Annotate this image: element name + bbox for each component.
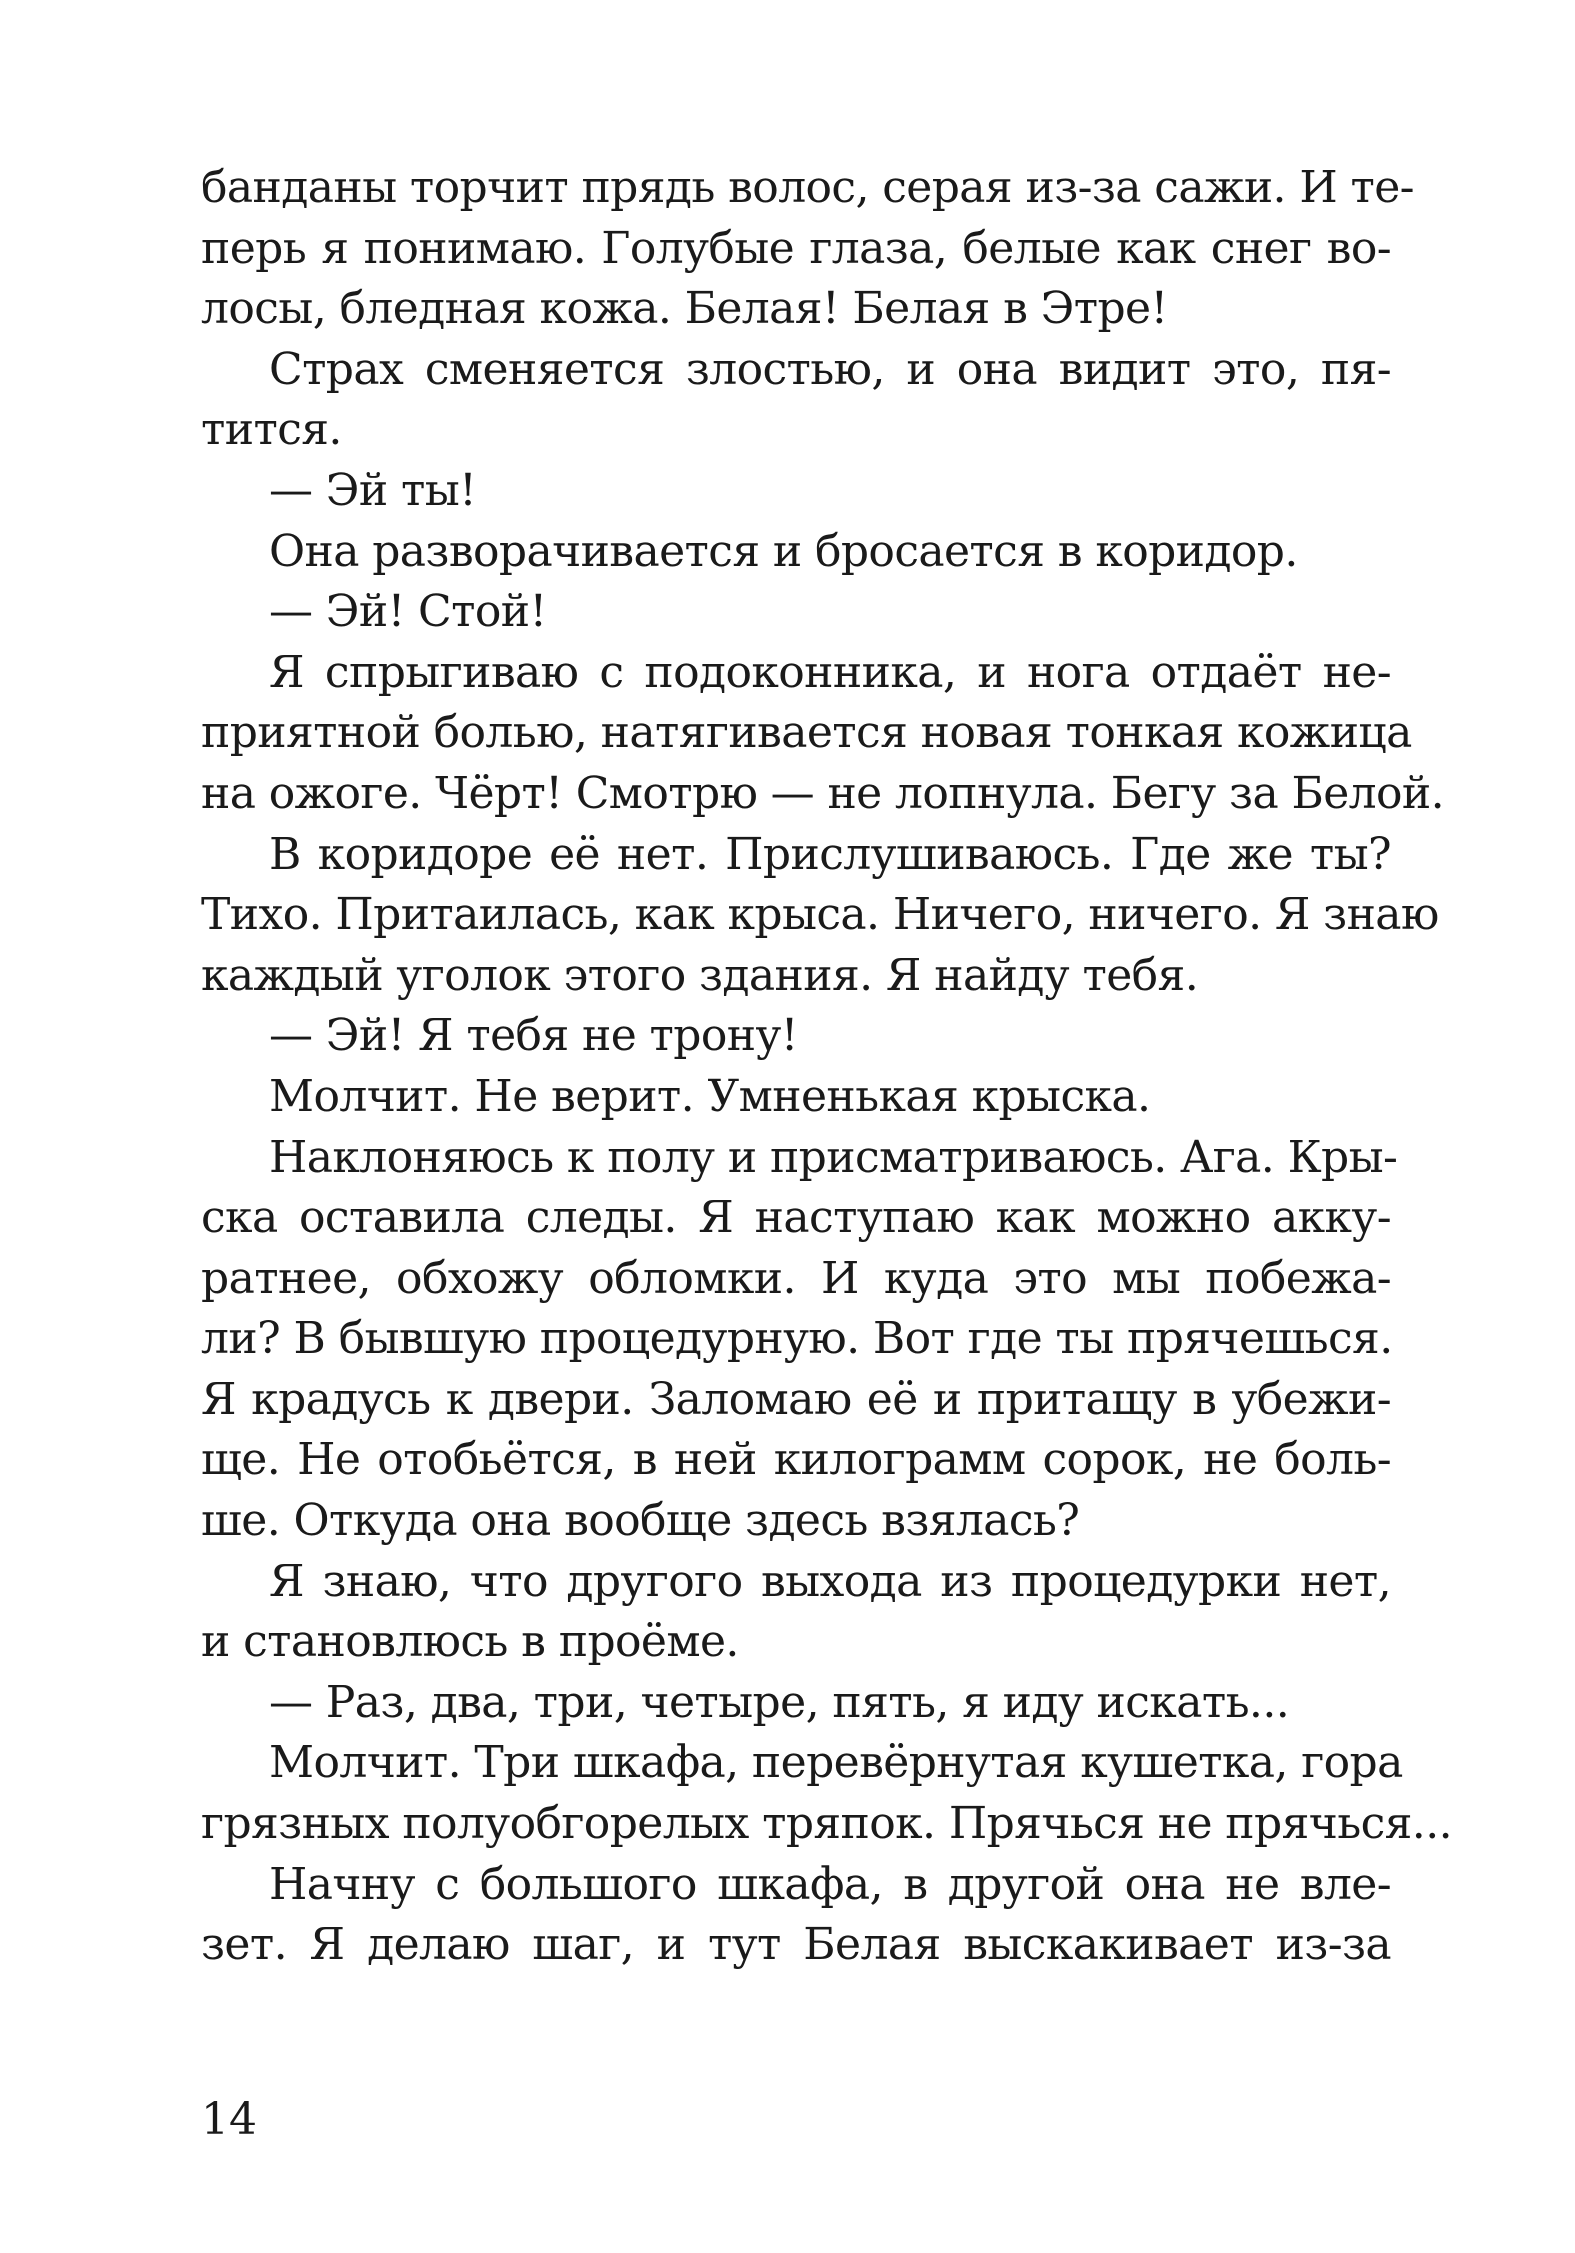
text-line: банданы торчит прядь волос, серая из-за сажи. И те- bbox=[201, 162, 1414, 213]
text-line: перь я понимаю. Голубые глаза, белые как снег во- bbox=[201, 222, 1391, 274]
text-line: ратнее, обхожу обломки. И куда это мы побежа- bbox=[201, 1252, 1391, 1304]
page-number: 14 bbox=[201, 2094, 257, 2145]
text-line: каждый уголок этого здания. Я найду тебя. bbox=[201, 949, 1199, 1001]
text-line: лосы, бледная кожа. Белая! Белая в Этре! bbox=[201, 283, 1168, 335]
text-line: — Раз, два, три, четыре, пять, я иду искать... bbox=[269, 1676, 1290, 1728]
text-line: Начну с большого шкафа, в другой она не вле- bbox=[269, 1858, 1391, 1910]
text-line: — Эй! Я тебя не трону! bbox=[269, 1010, 798, 1062]
text-line: Я знаю, что другого выхода из процедурки нет, bbox=[269, 1555, 1391, 1607]
text-line: — Эй! Стой! bbox=[269, 586, 547, 638]
text-line: на ожоге. Чёрт! Смотрю — не лопнула. Бегу за Белой. bbox=[201, 767, 1444, 819]
text-line: Молчит. Три шкафа, перевёрнутая кушетка, гора bbox=[269, 1737, 1403, 1789]
text-line: ска оставила следы. Я наступаю как можно акку- bbox=[201, 1192, 1391, 1244]
text-line: приятной болью, натягивается новая тонкая кожица bbox=[201, 707, 1412, 759]
text-line: и становлюсь в проёме. bbox=[201, 1616, 739, 1668]
text-line: ше. Откуда она вообще здесь взялась? bbox=[201, 1495, 1080, 1547]
text-line: тится. bbox=[201, 404, 342, 456]
text-line: Она разворачивается и бросается в коридор. bbox=[269, 525, 1298, 577]
body-text bbox=[201, 158, 1452, 1976]
text-line: В коридоре её нет. Прислушиваюсь. Где же ты? bbox=[269, 828, 1391, 880]
text-line: зет. Я делаю шаг, и тут Белая выскакивает из-за bbox=[201, 1919, 1391, 1971]
text-line: Я крадусь к двери. Заломаю её и притащу в убежи- bbox=[201, 1373, 1391, 1425]
text-line: Страх сменяется злостью, и она видит это, пя- bbox=[269, 343, 1391, 395]
text-line: Тихо. Притаилась, как крыса. Ничего, ничего. Я знаю bbox=[201, 889, 1439, 941]
text-line: Наклоняюсь к полу и присматриваюсь. Ага. Кры- bbox=[269, 1131, 1398, 1183]
text-line: Молчит. Не верит. Умненькая крыска. bbox=[269, 1070, 1151, 1122]
text-line: Я спрыгиваю с подоконника, и нога отдаёт не- bbox=[269, 646, 1391, 698]
text-line: — Эй ты! bbox=[269, 464, 477, 516]
text-line: ще. Не отобьётся, в ней килограмм сорок, не боль- bbox=[201, 1434, 1391, 1486]
text-line: ли? В бывшую процедурную. Вот где ты прячешься. bbox=[201, 1313, 1393, 1365]
text-line: грязных полуобгорелых тряпок. Прячься не прячься... bbox=[201, 1798, 1452, 1850]
